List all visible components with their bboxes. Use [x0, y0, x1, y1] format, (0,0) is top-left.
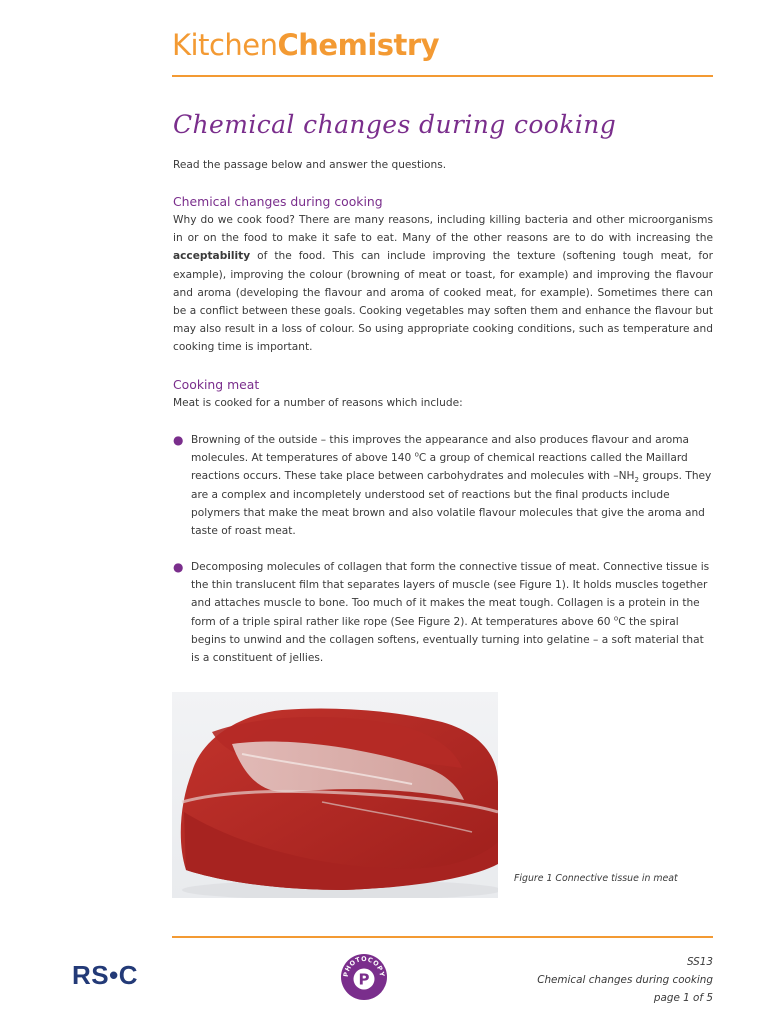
- photocopy-icon: [340, 953, 388, 1001]
- degree-sup: o: [414, 450, 419, 459]
- footer-code: SS13: [686, 956, 713, 968]
- list-item-browning: [173, 431, 714, 540]
- section-lead-text: Meat is cooked for a number of reasons which include:: [173, 397, 463, 409]
- footer-divider: [172, 936, 713, 938]
- meat-illustration: [172, 692, 498, 898]
- header-divider: [172, 75, 713, 77]
- brand-logo: [172, 28, 439, 62]
- paragraph-text-a: Why do we cook food? There are many reasons, including killing bacteria and other microorganisms in or on the food to make it safe to eat. Many of the other reasons are to do with increasing the: [173, 214, 713, 245]
- brand-bold: Chemistry: [277, 28, 440, 62]
- footer-doc-title: Chemical changes during cooking: [537, 974, 713, 986]
- bullet-text-1a: Browning of the outside – this improves the appearance and also produces flavour and aroma molecules. At temperatures of above 140: [191, 434, 690, 465]
- badge-text: PHOTOCOPY: [341, 954, 387, 978]
- list-item-collagen: [173, 558, 714, 667]
- bullet-text-1c: groups. They are a complex and incompletely understood set of reactions but the final products include polymers that make the meat brown and also volatile flavour molecules that give the aroma and taste of roast meat.: [191, 470, 712, 538]
- section-paragraph-chemical-changes: [173, 211, 713, 357]
- paragraph-text-b: of the food. This can include improving the texture (softening tough meat, for example), improving the colour (browning of meat or toast, for example) and improving the flavour and aroma (developing the flavour and aroma of cooked meat, for example). Sometimes there can be a conflict between these goals. Cooking vegetables may soften them and enhance the flavour but may also result in a loss of colour. So using appropriate cooking conditions, such as temperature and cooking time is important.: [173, 250, 713, 354]
- bullet-text-2b: C the spiral begins to unwind and the collagen softens, eventually turning into gelatine – a soft material that is a constituent of jellies.: [191, 615, 704, 665]
- bullet-icon: ●: [173, 560, 184, 574]
- rsc-logo: RS•C: [72, 960, 138, 990]
- paragraph-bold-term: acceptability: [173, 250, 251, 263]
- footer-info: [537, 953, 713, 1007]
- meat-photo: [172, 692, 498, 898]
- brand-light: Kitchen: [172, 28, 278, 62]
- degree-sup: o: [613, 614, 619, 623]
- section-heading-chemical-changes: Chemical changes during cooking: [173, 194, 383, 209]
- bullet-icon: ●: [173, 433, 184, 447]
- page-title: Chemical changes during cooking: [173, 110, 617, 139]
- subscript-2: 2: [634, 476, 639, 485]
- intro-text: Read the passage below and answer the questions.: [173, 159, 447, 171]
- section-heading-cooking-meat: Cooking meat: [173, 377, 260, 392]
- bullet-text-2a: Decomposing molecules of collagen that form the connective tissue of meat. Connective tissue is the thin translucent film that separates layers of muscle (see Figure 1). It holds muscles together and attaches muscle to bone. Too much of it makes the meat tough. Collagen is a protein in the form of a triple spiral rather like rope (See Figure 2). At temperatures above 60: [191, 561, 710, 628]
- badge-letter: P: [358, 970, 370, 989]
- photocopy-badge: [340, 953, 388, 1001]
- bullet-text-1b: C a group of chemical reactions called the Maillard reactions occurs. These take place between carbohydrates and molecules with –NH: [191, 452, 688, 483]
- figure-caption: Figure 1 Connective tissue in meat: [514, 873, 678, 884]
- footer-page-number: page 1 of 5: [653, 992, 713, 1004]
